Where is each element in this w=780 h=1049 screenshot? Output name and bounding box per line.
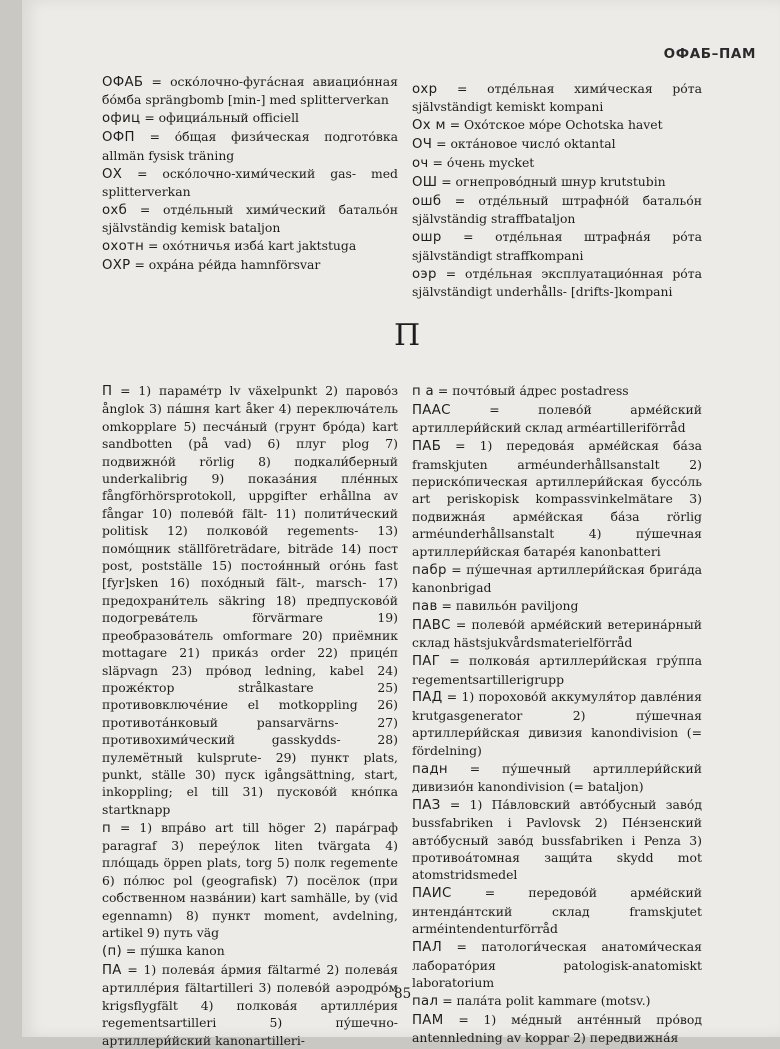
entry-definition: = 1) ме́дный анте́нный про́вод antennledning av koppar 2) передвижна́я (412, 1011, 702, 1046)
entry-definition: = пу́шечный артиллери́йский дивизио́н kanondivision (= bataljon) (412, 760, 702, 794)
entry-definition: = передово́й арме́йский интенда́нтский склад framskjutet arméintendenturförråd (412, 885, 702, 937)
entry-definition: = полево́й арме́йский артиллери́йский склад arméartilleriförråd (412, 401, 702, 436)
dictionary-entry (102, 73, 398, 109)
entry-headword: ОФАБ (102, 75, 144, 90)
entry-headword: п (102, 820, 111, 836)
entry-definition: = о́чень mycket (428, 155, 535, 171)
entry-definition: = почто́вый а́дрес postadress (433, 383, 629, 398)
entry-headword: пав (412, 598, 438, 614)
dictionary-entry (412, 265, 702, 301)
entry-headword: ПАЗ (412, 797, 441, 813)
entry-headword: ОХР (102, 258, 131, 274)
entry-headword: ПААС (412, 402, 451, 418)
dictionary-entry (412, 652, 702, 688)
dictionary-entry (102, 128, 398, 164)
column-top-right (412, 80, 702, 301)
entry-definition: = 1) полева́я а́рмия fältarmé 2) полева́я артилле́рия fältartilleri 3) полево́й аэродро́м krigsflygfält 4) полкова́я артилле́рия regementsartilleri 5) пу́шечно-артиллери́йский kanonartilleri- (102, 961, 398, 1048)
entry-headword: ПАИС (412, 886, 452, 902)
dictionary-entry (412, 401, 702, 437)
running-head: ОФАБ–ПАМ (663, 46, 756, 62)
entry-definition: = оско́лочно-фуга́сная авиацио́нная бо́мба sprängbomb [min-] med splitterverkan (102, 74, 398, 108)
dictionary-entry (412, 760, 702, 796)
entry-definition: = отде́льный хими́ческий батальо́н självständig kemisk bataljon (102, 201, 398, 236)
entry-headword: ОШ (412, 175, 438, 191)
entry-headword: оч (412, 156, 429, 172)
entry-headword: ПАД (412, 690, 443, 706)
entry-headword: ПАБ (412, 439, 442, 455)
dictionary-entry (412, 992, 702, 1010)
entry-definition: = 1) передова́я арме́йская ба́за framskjuten arméunderhållsanstalt 2) периско́пическая артиллери́йская буссо́ль art periskopisk kompassvinkelmätare 3) подвижна́я арме́йская ба́за rörlig arméunderhållsanstalt 4) пу́шечная артиллери́йская батаре́я kanonbatteri (412, 438, 702, 559)
page-number: 85 (394, 986, 412, 1002)
entry-definition: = 1) Па́вловский авто́бусный заво́д bussfabriken i Pavlovsk 2) Пе́нзенский авто́бусный заво́д bussfabriken i Penza 3) противоа́томная защи́та skydd mot atomstridsmedel (412, 796, 702, 883)
entry-definition: = охра́на ре́йда hamnförsvar (130, 257, 321, 273)
entry-headword: охр (412, 82, 438, 97)
dictionary-entry (412, 382, 702, 400)
column-bottom-left (102, 382, 398, 1049)
entry-headword: оэр (412, 266, 437, 282)
dictionary-entry (102, 382, 398, 818)
entry-headword: пал (412, 993, 439, 1009)
dictionary-entry (412, 938, 702, 991)
dictionary-entry (412, 616, 702, 652)
entry-definition: = пу́шка kanon (121, 943, 225, 958)
entry-definition: = окта́новое число́ oktantal (432, 136, 616, 152)
entry-headword: ОЧ (412, 137, 433, 153)
entry-headword: охб (102, 202, 128, 218)
dictionary-entry (412, 228, 702, 264)
entry-headword: ошб (412, 193, 442, 209)
entry-definition: = отде́льная эксплуатацио́нная ро́та självständigt underhålls- [drifts-]kompani (412, 265, 702, 299)
entry-headword: Ох м (412, 118, 446, 134)
dictionary-entry (412, 1011, 702, 1047)
entry-headword: ПА (102, 962, 122, 978)
column-bottom-right (412, 382, 702, 1047)
entry-headword: падн (412, 761, 448, 777)
dictionary-entry (102, 165, 398, 201)
entry-definition: = 1) параме́тр lv växelpunkt 2) парово́з ånglok 3) па́шня kart åker 4) переключа́тель omkopplare 5) песча́ный (грунт бро́да) kart sandbotten (på vad) 6) плуг plog 7) подвижно́й rörlig 8) подкали́берный underkalibrig 9) показа́ния пле́нных fångförhörsprotokoll, uppgifter erhållna av fångar 10) полево́й fält- 11) полити́ческий politisk 12) полково́й regements- 13) помо́щник ställföreträdare, biträde 14) пост post, postställe 15) постоя́нный ого́нь fast [fyr]sken 16) похо́дный fält-, marsch- 17) предохрани́тель säkring 18) предпусково́й подогрева́тель förvärmare 19) преобразова́тель omformare 20) приёмник mottagare 21) прика́з order 22) прице́п släpvagn 23) про́вод ledning, kabel 24) проже́ктор strålkastare 25) противовключе́ние el motkoppling 26) противота́нковый pansarvärns- 27) противохими́ческий gasskydds- 28) пулемётный kulsprute- 29) пункт plats, punkt, ställe 30) пуск igångsättning, start, inkoppling; el till 31) пусково́й кно́пка startknapp (102, 383, 398, 817)
dictionary-entry (412, 80, 702, 116)
dictionary-entry (102, 961, 398, 1049)
entry-definition: = отде́льный штрафно́й батальо́н självständig straffbataljon (412, 192, 702, 227)
dictionary-entry (412, 192, 702, 228)
entry-headword: пабр (412, 562, 447, 578)
entry-headword: п а (412, 384, 434, 399)
dictionary-entry (102, 256, 398, 274)
entry-headword: ПАГ (412, 654, 441, 670)
dictionary-entry (412, 561, 702, 597)
dictionary-entry (102, 109, 398, 127)
entry-definition: = 1) порохово́й аккумуля́тор давле́ния krutgasgenerator 2) пу́шечная артиллери́йская дивизия kanondivision (= fördelning) (412, 689, 702, 758)
entry-definition: = полево́й арме́йский ветерина́рный склад hästsjukvårdsmaterielförråd (412, 616, 702, 651)
dictionary-entry (102, 201, 398, 237)
entry-headword: ошр (412, 230, 442, 246)
dictionary-entry (412, 597, 702, 615)
dictionary-entry (102, 819, 398, 942)
entry-definition: = патологи́ческая анатоми́ческая лаборато́рия patologisk-anatomiskt laboratorium (412, 939, 702, 990)
entry-headword: ПАЛ (412, 940, 442, 956)
dictionary-page (22, 0, 780, 1048)
entry-headword: (п) (102, 944, 122, 959)
section-letter: П (394, 318, 421, 353)
entry-definition: = отде́льная хими́ческая ро́та självständigt kemiskt kompani (412, 81, 702, 115)
column-top-left (102, 73, 398, 275)
entry-definition: = полкова́я артиллери́йская гру́ппа regementsartillerigrupp (412, 653, 702, 687)
entry-headword: охотн (102, 239, 145, 255)
entry-definition: = охо́тничья изба́ kart jaktstuga (144, 238, 357, 254)
entry-headword: ОФП (102, 130, 135, 146)
entry-headword: ОХ (102, 166, 123, 182)
dictionary-entry (412, 796, 702, 884)
entry-headword: П (102, 384, 113, 399)
dictionary-entry (102, 237, 398, 255)
dictionary-entry (102, 942, 398, 960)
entry-definition: = павильо́н paviljong (437, 597, 579, 613)
entry-definition: = пала́та polit kammare (motsv.) (438, 992, 651, 1008)
entry-definition: = официа́льный officiell (140, 110, 300, 126)
dictionary-entry (412, 884, 702, 937)
entry-definition: = отде́льная штрафна́я ро́та självständigt straffkompani (412, 229, 702, 263)
dictionary-entry (412, 154, 702, 172)
entry-definition: = пу́шечная артиллери́йская брига́да kanonbrigad (412, 561, 702, 595)
entry-headword: ПАМ (412, 1012, 444, 1028)
entry-definition: = о́бщая физи́ческая подгото́вка allmän fysisk träning (102, 129, 398, 163)
entry-headword: офиц (102, 111, 141, 127)
dictionary-entry (412, 116, 702, 134)
entry-headword: ПАВС (412, 617, 451, 633)
dictionary-entry (412, 688, 702, 759)
entry-definition: = 1) впра́во art till höger 2) пара́граф paragraf 3) переу́лок liten tvärgata 4) пло́щадь öppen plats, torg 5) полк regemente 6) по́люс pol (geografisk) 7) посёлок (при собственном назва́нии) kart samhälle, by (vid egennamn) 8) пункт moment, avdelning, artikel 9) путь väg (102, 819, 398, 941)
entry-definition: = огнепрово́дный шнур krutstubin (437, 174, 666, 190)
dictionary-entry (412, 437, 702, 560)
dictionary-entry (412, 135, 702, 153)
dictionary-entry (412, 173, 702, 191)
entry-definition: = Охо́тское мо́ре Ochotska havet (445, 117, 663, 133)
entry-definition: = оско́лочно-хими́ческий gas- med splitterverkan (102, 165, 398, 199)
